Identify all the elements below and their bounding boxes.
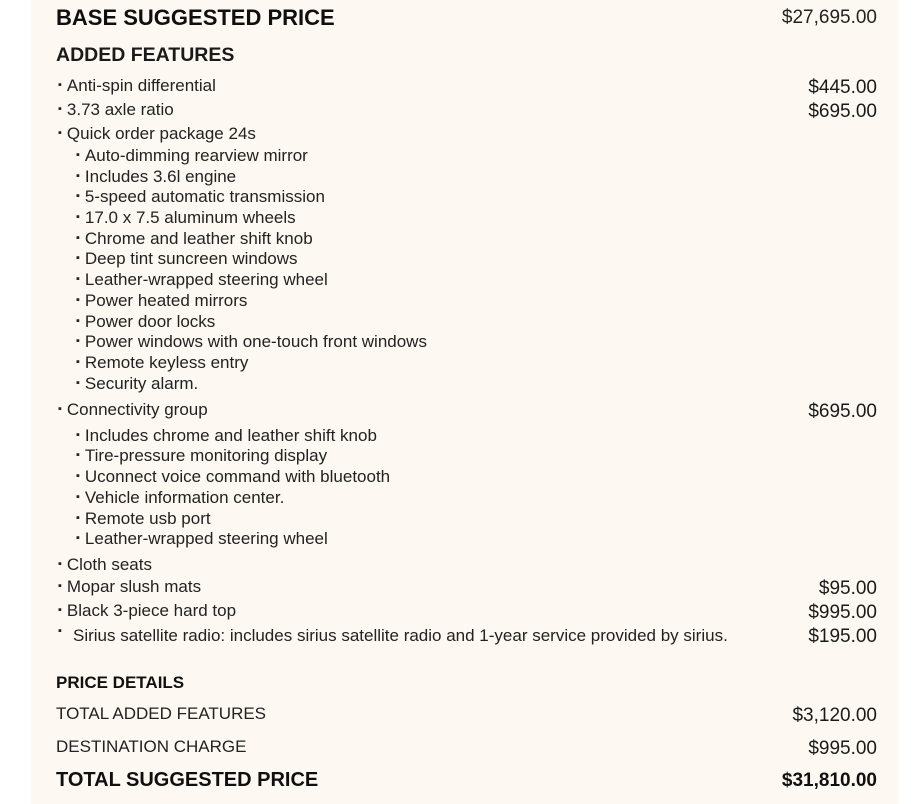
feature-item [58, 76, 216, 96]
total-suggested-price-label: TOTAL SUGGESTED PRICE [56, 769, 319, 791]
base-price-value: $27,695.00 [781, 7, 877, 28]
feature-subitem: ▪ 17.0 x 7.5 aluminum wheels [76, 208, 296, 227]
price-details-heading: PRICE DETAILS [56, 673, 185, 692]
feature-label: 3.73 axle ratio [66, 100, 174, 119]
destination-charge-label: DESTINATION CHARGE [56, 737, 247, 756]
feature-label: Cloth seats [66, 555, 152, 574]
bullet-icon: ▪ [58, 403, 62, 415]
bullet-icon: ▪ [76, 211, 80, 223]
bullet-icon: ▪ [76, 449, 80, 461]
feature-subitem: ▪ Power door locks [76, 312, 216, 331]
bullet-icon: ▪ [76, 149, 80, 161]
feature-subitem: ▪ Leather-wrapped steering wheel [76, 270, 328, 289]
bullet-icon: ▪ [76, 315, 80, 327]
feature-price: $695.00 [808, 401, 877, 422]
feature-subitem: ▪ Power heated mirrors [76, 291, 248, 310]
feature-subitem: ▪ Auto-dimming rearview mirror [76, 146, 308, 165]
feature-subitem: ▪ Includes 3.6l engine [76, 167, 237, 186]
bullet-icon: ▪ [76, 273, 80, 285]
feature-subitem: ▪ Chrome and leather shift knob [76, 229, 313, 248]
feature-label: Sirius satellite radio: includes sirius satellite radio and 1-year service provided by sirius. [73, 626, 728, 645]
feature-item [58, 577, 201, 597]
bullet-icon: ▪ [58, 127, 62, 139]
bullet-icon: ▪ [76, 356, 80, 368]
feature-label: Connectivity group [66, 400, 208, 419]
bullet-icon: ▪ [58, 625, 62, 637]
feature-price: $695.00 [808, 101, 877, 122]
bullet-icon: ▪ [76, 491, 80, 503]
feature-subitem: ▪ Tire-pressure monitoring display [76, 446, 328, 465]
base-price-label: BASE SUGGESTED PRICE [56, 5, 335, 30]
feature-item [58, 555, 152, 575]
bullet-icon: ▪ [76, 252, 80, 264]
bullet-icon: ▪ [76, 470, 80, 482]
bullet-icon: ▪ [76, 429, 80, 441]
feature-price: $995.00 [808, 602, 877, 623]
total-added-features-label: TOTAL ADDED FEATURES [56, 704, 267, 723]
bullet-icon: ▪ [76, 335, 80, 347]
bullet-icon: ▪ [76, 170, 80, 182]
bullet-icon: ▪ [76, 377, 80, 389]
feature-item [58, 100, 174, 120]
feature-label: Black 3-piece hard top [66, 601, 237, 620]
feature-item [58, 400, 208, 420]
feature-label: Anti-spin differential [66, 76, 216, 95]
bullet-icon: ▪ [58, 103, 62, 115]
feature-subitem: ▪ Power windows with one-touch front windows [76, 332, 427, 351]
feature-price: $445.00 [808, 77, 877, 98]
feature-subitem: ▪ Remote usb port [76, 509, 211, 528]
bullet-icon: ▪ [76, 232, 80, 244]
total-suggested-price-value: $31,810.00 [781, 770, 877, 791]
bullet-icon: ▪ [58, 604, 62, 616]
feature-subitem: ▪ Vehicle information center. [76, 488, 285, 507]
bullet-icon: ▪ [76, 532, 80, 544]
destination-charge-value: $995.00 [808, 738, 877, 759]
bullet-icon: ▪ [58, 79, 62, 91]
added-features-heading: ADDED FEATURES [56, 44, 235, 66]
feature-label: Mopar slush mats [66, 577, 202, 596]
total-added-features-value: $3,120.00 [792, 705, 877, 726]
feature-item [58, 625, 763, 646]
feature-item [58, 601, 236, 621]
feature-price: $195.00 [808, 626, 877, 647]
feature-item [58, 124, 256, 144]
bullet-icon: ▪ [76, 190, 80, 202]
bullet-icon: ▪ [76, 294, 80, 306]
feature-subitem: ▪ Uconnect voice command with bluetooth [76, 467, 391, 486]
feature-subitem: ▪ Deep tint suncreen windows [76, 249, 298, 268]
feature-subitem: ▪ 5-speed automatic transmission [76, 187, 325, 206]
feature-subitem: ▪ Remote keyless entry [76, 353, 249, 372]
feature-price: $95.00 [818, 578, 877, 599]
feature-label: Quick order package 24s [66, 124, 256, 143]
feature-subitem: ▪ Leather-wrapped steering wheel [76, 529, 328, 548]
bullet-icon: ▪ [58, 580, 62, 592]
bullet-icon: ▪ [76, 512, 80, 524]
feature-subitem: ▪ Security alarm. [76, 374, 199, 393]
bullet-icon: ▪ [58, 558, 62, 570]
feature-subitem: ▪ Includes chrome and leather shift knob [76, 426, 377, 445]
